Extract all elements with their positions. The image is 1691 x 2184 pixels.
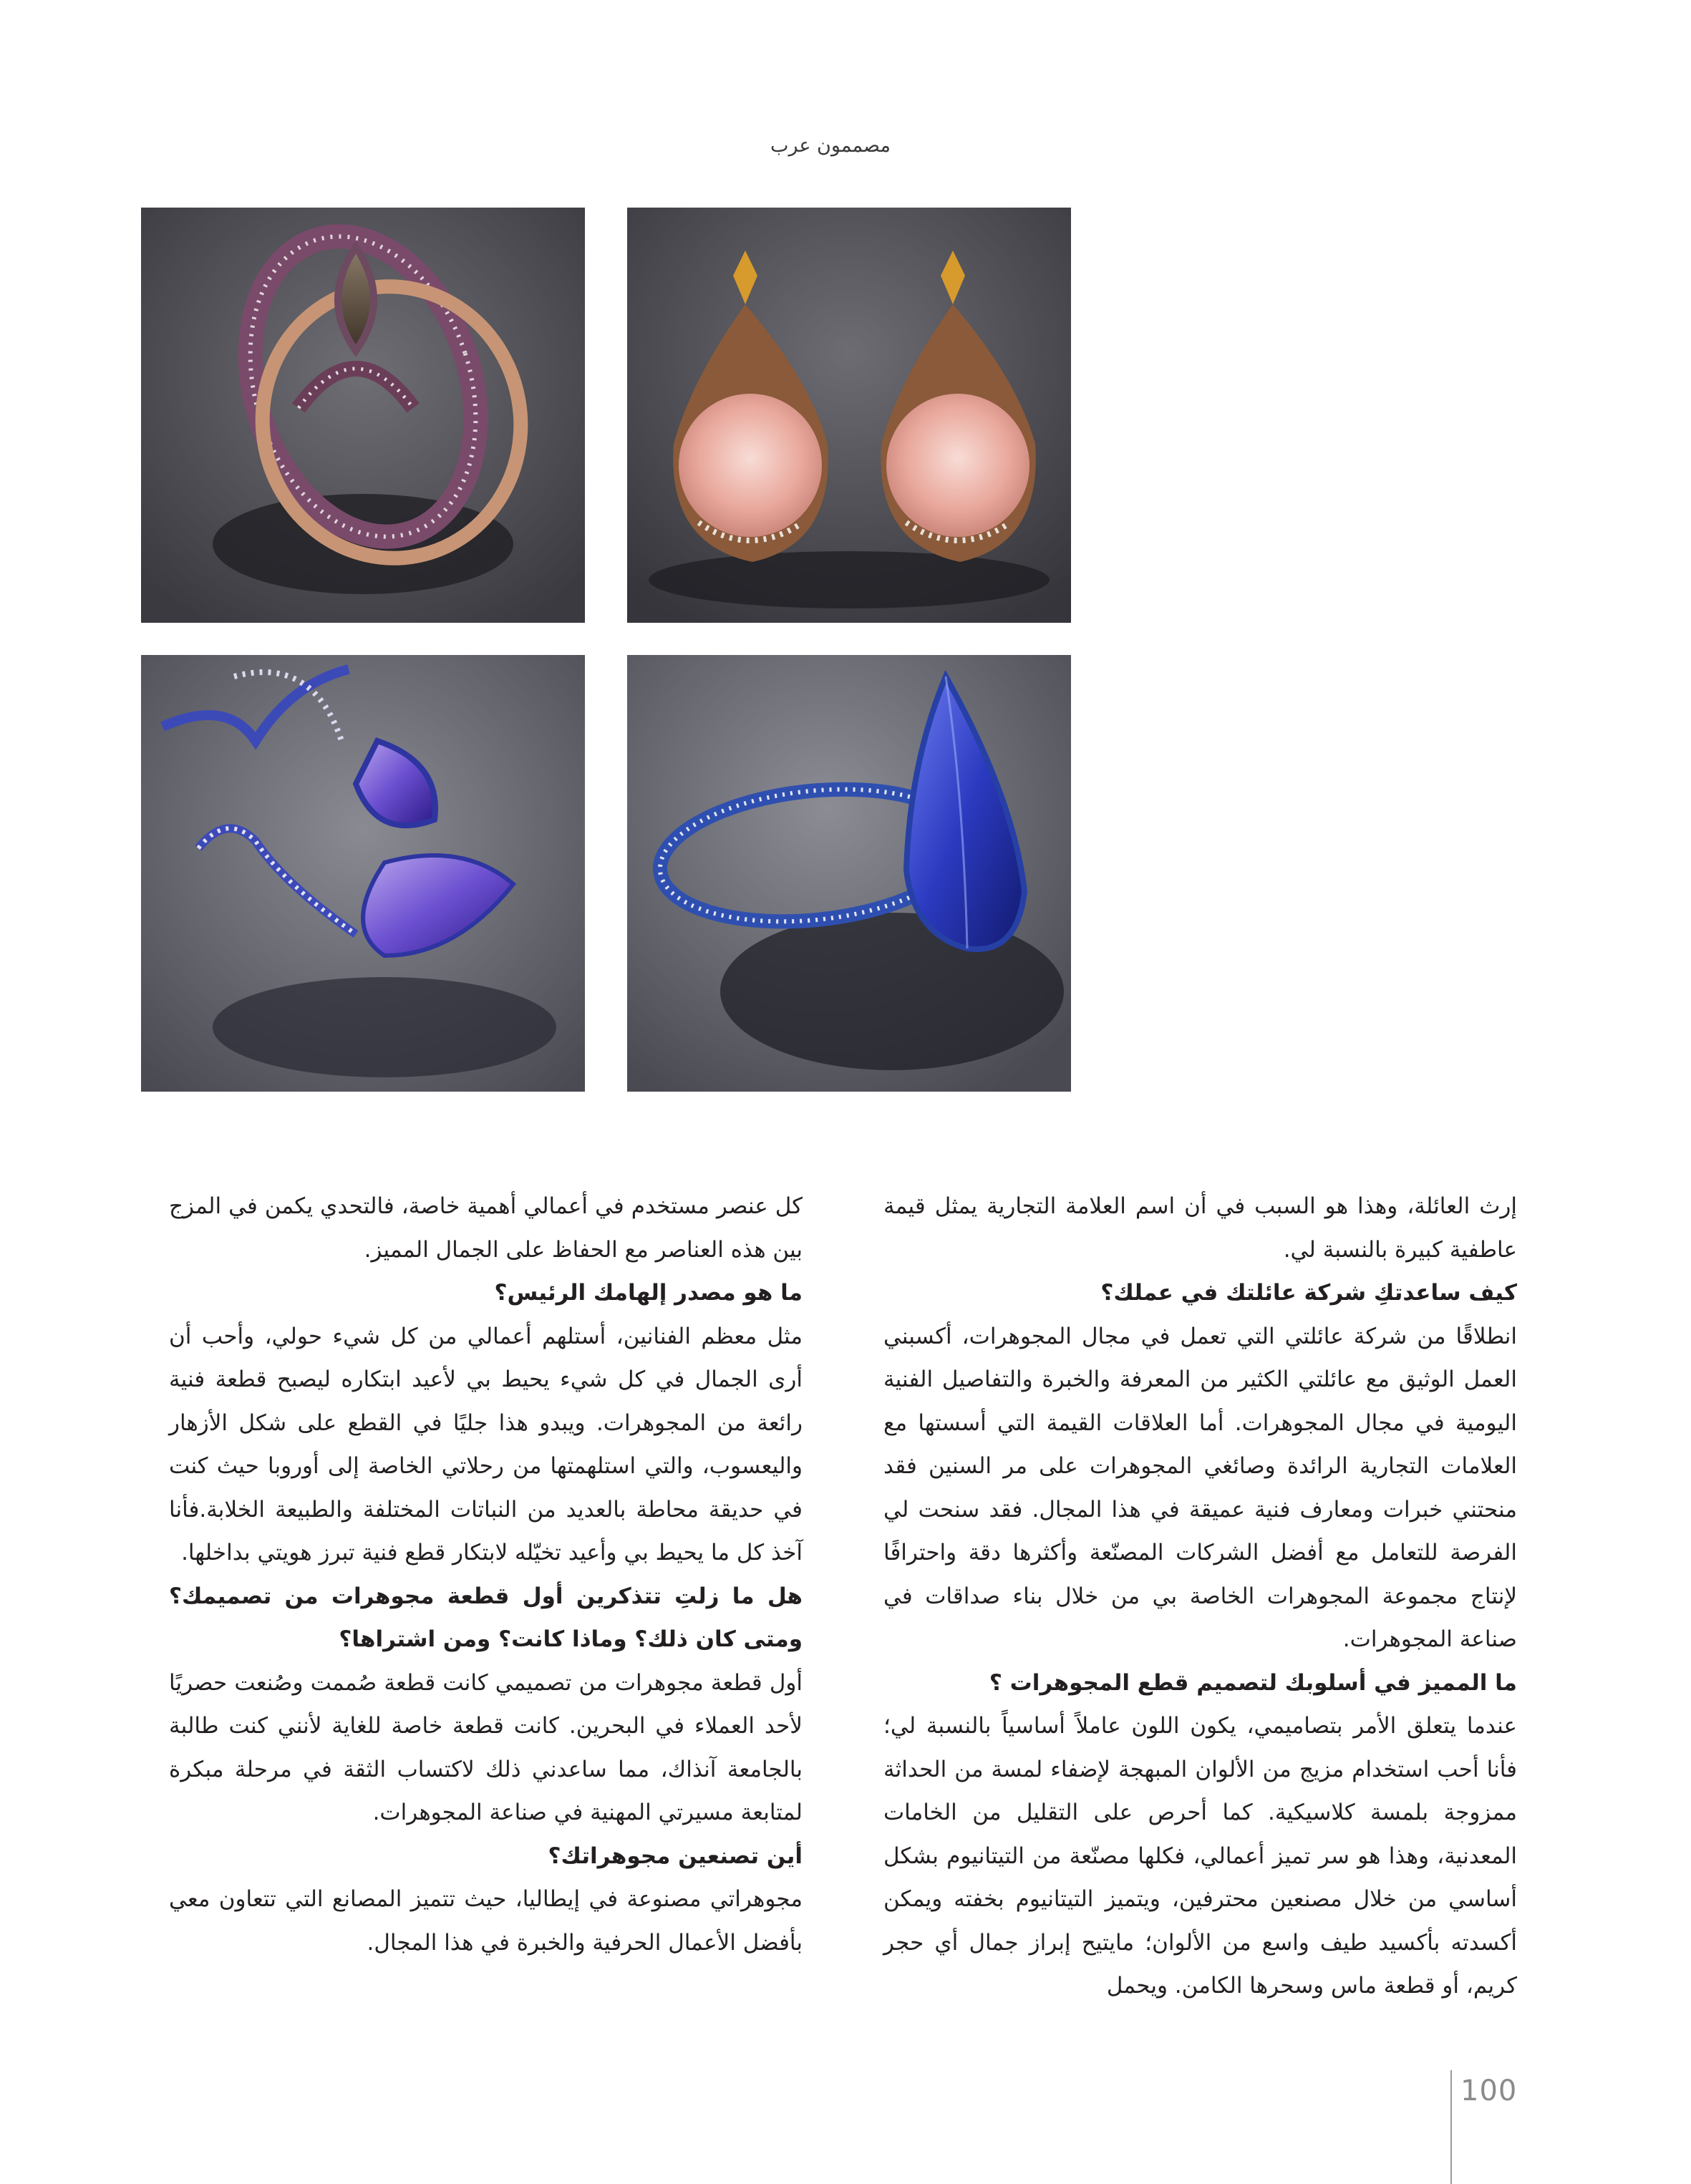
interview-answer: مثل معظم الفنانين، أستلهم أعمالي من كل شيء حولي، وأحب أن أرى الجمال في كل شيء يحيط بي لأعيد ابتكاره ليصبح قطعة فنية رائعة من المجوهرات. ويبدو هذا جليًا في القطع على شكل الأزهار واليعسوب، والتي استلهمتها من رحلاتي الخاصة إلى أوروبا حيث كنت في حديقة محاطة بالعديد من النباتات المختلفة والطبيعة الخلابة.فأنا آخذ كل ما يحيط بي وأعيد تخيّله لابتكار قطع فنية تبرز هويتي بداخلها. xyxy=(169,1323,803,1566)
paragraph: إرث العائلة، وهذا هو السبب في أن اسم العلامة التجارية يمثل قيمة عاطفية كبيرة بالنسبة لي. xyxy=(883,1193,1517,1263)
interview-question: أين تصنعين مجوهراتك؟ xyxy=(548,1843,803,1869)
interview-question: هل ما زلتِ تتذكرين أول قطعة مجوهرات من تصميمك؟ ومتى كان ذلك؟ وماذا كانت؟ ومن اشتراها؟ xyxy=(169,1583,803,1652)
smoky-quartz-oval-ring-photo xyxy=(141,208,585,623)
article-column-right xyxy=(883,1185,1517,2008)
interview-answer: مجوهراتي مصنوعة في إيطاليا، حيث تتميز المصانع التي تتعاون معي بأفضل الأعمال الحرفية والخبرة في هذا المجال. xyxy=(169,1886,803,1956)
interview-question: ما هو مصدر إلهامك الرئيس؟ xyxy=(494,1280,803,1306)
tanzanite-drop-earrings-photo xyxy=(141,655,585,1092)
interview-question: كيف ساعدتكِ شركة عائلتك في عملك؟ xyxy=(1100,1280,1517,1306)
page-number-divider xyxy=(1450,2070,1452,2184)
interview-answer: عندما يتعلق الأمر بتصاميمي، يكون اللون عاملاً أساسياً بالنسبة لي؛ فأنا أحب استخدام مزيج من الألوان المبهجة لإضفاء لمسة من الحداثة ممزوجة بلمسة كلاسيكية. كما أحرص على التقليل من الخامات المعدنية، وهذا هو سر تميز أعمالي، فكلها مصنّعة من التيتانيوم بشكل أساسي من خلال مصنعين محترفين، ويتميز التيتانيوم بخفته ويمكن أكسدته بأكسيد طيف واسع من الألوان؛ مايتيح إبراز جمال أي حجر كريم، أو قطعة ماس وسحرها الكامن. ويحمل xyxy=(883,1713,1517,1999)
tanzanite-pear-ring-photo xyxy=(627,655,1071,1092)
pink-morganite-drop-earrings-photo xyxy=(627,208,1071,623)
paragraph: كل عنصر مستخدم في أعمالي أهمية خاصة، فالتحدي يكمن في المزج بين هذه العناصر مع الحفاظ على الجمال المميز. xyxy=(169,1193,803,1263)
article-column-left xyxy=(169,1185,803,1964)
interview-answer: انطلاقًا من شركة عائلتي التي تعمل في مجال المجوهرات، أكسبني العمل الوثيق مع عائلتي الكثير من المعرفة والخبرة والتفاصيل الفنية اليومية في مجال المجوهرات. أما العلاقات القيمة التي أسستها مع العلامات التجارية الرائدة وصائغي المجوهرات على مر السنين فقد منحتني خبرات ومعارف فنية عميقة في هذا المجال. فقد سنحت لي الفرصة للتعامل مع أفضل الشركات المصنّعة وأكثرها دقة واحترافًا لإنتاج مجموعة المجوهرات الخاصة بي من خلال بناء صداقات في صناعة المجوهرات. xyxy=(883,1323,1517,1652)
interview-answer: أول قطعة مجوهرات من تصميمي كانت قطعة صُممت وصُنعت حصريًا لأحد العملاء في البحرين. كانت قطعة خاصة للغاية لأنني كنت طالبة بالجامعة آنذاك، مما ساعدني ذلك لاكتساب الثقة في مرحلة مبكرة لمتابعة مسيرتي المهنية في صناعة المجوهرات. xyxy=(169,1669,803,1825)
section-header: مصممون عرب xyxy=(770,135,891,157)
interview-question: ما المميز في أسلوبك لتصميم قطع المجوهرات ؟ xyxy=(989,1669,1517,1696)
page-number: 100 xyxy=(1460,2074,1518,2107)
